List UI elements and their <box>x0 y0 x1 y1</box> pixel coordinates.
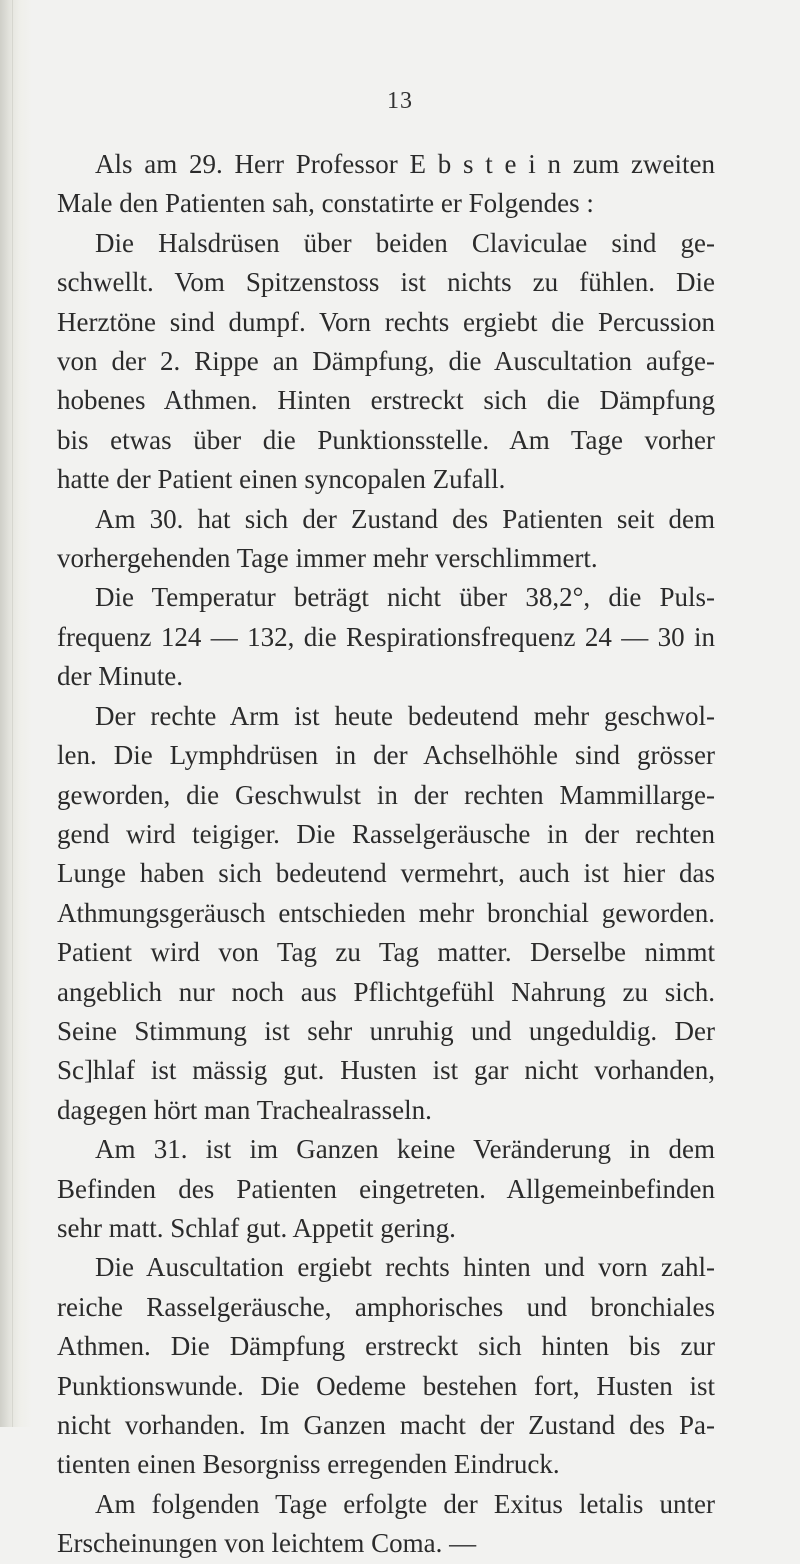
text-line: nicht vorhanden. Im Ganzen macht der Zustand des Pa- <box>57 1410 715 1440</box>
paragraph <box>57 145 715 224</box>
paragraph <box>57 224 715 500</box>
page-number: 13 <box>387 88 413 114</box>
text-line: Die Temperatur beträgt nicht über 38,2°, die Puls- <box>95 582 715 613</box>
text-line: schwellt. Vom Spitzenstoss ist nichts zu fühlen. Die <box>57 267 715 298</box>
text-line: sehr matt. Schlaf gut. Appetit gering. <box>57 1212 456 1243</box>
text-line: Seine Stimmung ist sehr unruhig und ungeduldig. Der <box>57 1015 715 1046</box>
text-line: frequenz 124 — 132, die Respirationsfrequenz 24 — 30 in <box>57 621 715 652</box>
text-line: gend wird teigiger. Die Rasselgeräusche in der rechten <box>57 818 715 849</box>
text-line: Herztöne sind dumpf. Vorn rechts ergiebt die Percussion <box>57 306 715 337</box>
text-line: Befinden des Patienten eingetreten. Allgemeinbefinden <box>57 1173 715 1204</box>
text-line: Am folgenden Tage erfolgte der Exitus letalis unter <box>95 1488 715 1519</box>
text-line: Erscheinungen von leichtem Coma. — <box>57 1528 477 1559</box>
text-line: len. Die Lymphdrüsen in der Achselhöhle sind grösser <box>57 740 715 771</box>
text-line: angeblich nur noch aus Pflichtgefühl Nahrung zu sich. <box>57 976 715 1007</box>
text-line: tienten einen Besorgniss erregenden Eindruck. <box>57 1449 560 1480</box>
body-text <box>57 145 715 1564</box>
text-line: Punktionswunde. Die Oedeme bestehen fort, Husten ist <box>57 1370 715 1401</box>
text-line: Am 31. ist im Ganzen keine Veränderung in dem <box>95 1134 715 1165</box>
text-line: hatte der Patient einen syncopalen Zufall. <box>57 464 506 495</box>
paragraph <box>57 500 715 579</box>
text-line: Der rechte Arm ist heute bedeutend mehr geschwol- <box>95 700 715 731</box>
text-line: Lunge haben sich bedeutend vermehrt, auch ist hier das <box>57 858 715 889</box>
binding-gutter <box>0 0 32 1427</box>
paragraph <box>57 1130 715 1248</box>
text-line: hobenes Athmen. Hinten erstreckt sich die Dämpfung <box>57 385 715 416</box>
text-line: von der 2. Rippe an Dämpfung, die Auscultation aufge- <box>57 346 715 377</box>
text-line: Am 30. hat sich der Zustand des Patienten seit dem <box>95 503 715 534</box>
text-line: vorhergehenden Tage immer mehr verschlimmert. <box>57 543 598 574</box>
text-line: Als am 29. Herr Professor E b s t e i n zum zweiten <box>95 149 715 179</box>
text-line: dagegen hört man Trachealrasseln. <box>57 1094 432 1125</box>
text-line: Die Auscultation ergiebt rechts hinten und vorn zahl- <box>95 1252 715 1283</box>
text-line: Die Halsdrüsen über beiden Claviculae sind ge- <box>95 227 715 258</box>
text-line: Athmen. Die Dämpfung erstreckt sich hinten bis zur <box>57 1331 715 1362</box>
binding-edge-line <box>12 0 13 1427</box>
text-line: Patient wird von Tag zu Tag matter. Derselbe nimmt <box>57 937 715 968</box>
paragraph <box>57 578 715 696</box>
text-line: der Minute. <box>57 661 183 692</box>
paragraph <box>57 697 715 1130</box>
text-line: Male den Patienten sah, constatirte er Folgendes : <box>57 188 594 219</box>
text-line: reiche Rasselgeräusche, amphorisches und bronchiales <box>57 1291 715 1322</box>
text-line: Athmungsgeräusch entschieden mehr bronchial geworden. <box>57 897 715 928</box>
paragraph <box>57 1485 715 1564</box>
text-line: geworden, die Geschwulst in der rechten Mammillarge- <box>57 779 715 810</box>
text-line: Sc]hlaf ist mässig gut. Husten ist gar nicht vorhanden, <box>57 1055 715 1086</box>
paragraph <box>57 1248 715 1484</box>
text-line: bis etwas über die Punktionsstelle. Am Tage vorher <box>57 424 715 455</box>
